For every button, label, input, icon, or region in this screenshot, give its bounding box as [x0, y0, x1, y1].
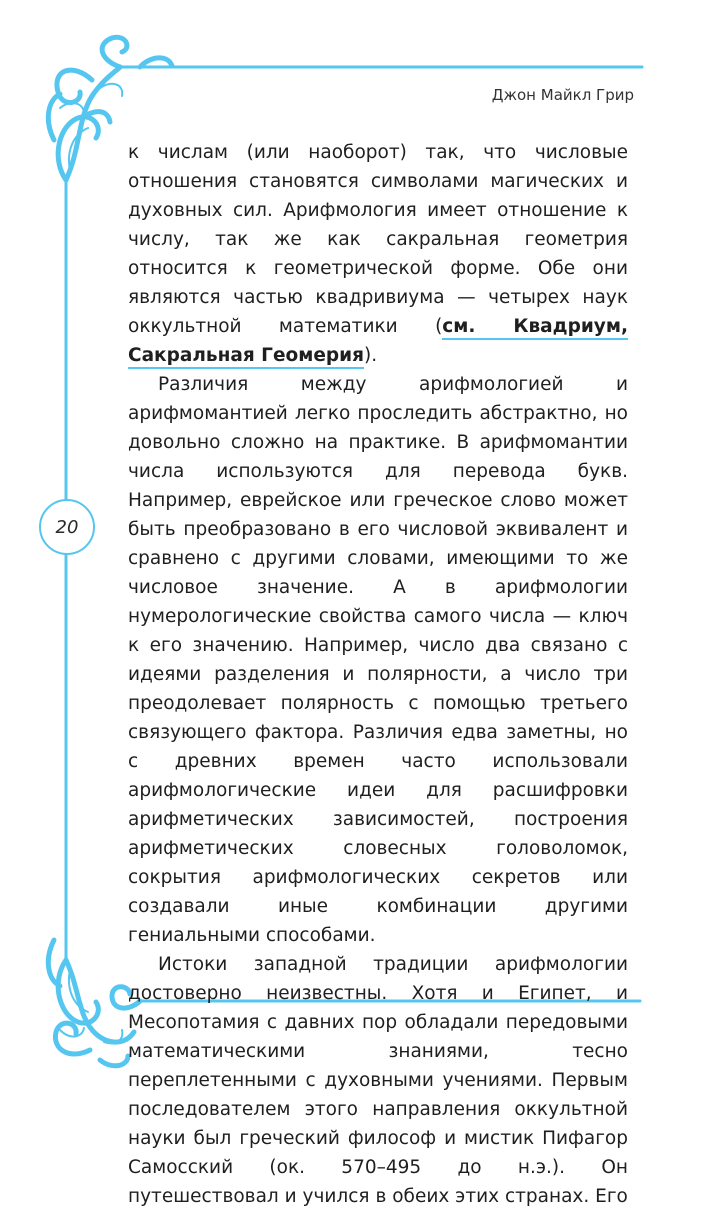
top-left-ornament-fine: [60, 84, 122, 170]
paragraph-1-text: к числам (или наоборот) так, что числовые отношения становятся символами магических и духовных сил. Арифмология имеет отношение к числу, так же как сакральная геометрия относится к геометрической форме. Обе они являются частью квадривиума — четырех наук оккультной математики: [128, 142, 628, 337]
bottom-left-ornament: [48, 940, 140, 1066]
paragraph-2: Различия между арифмологией и арифмомантией легко проследить абстрактно, но довольно сложно на практике. В арифмомантии числа используются для перевода букв. Например, еврейское или греческое слово может быть преобразовано в его числовой эквивалент и сравнено с другими словами, имеющими то же числовое значение. А в арифмологии нумерологические свойства самого числа — ключ к его значению. Например, число два связано с идеями разделения и полярности, а число три преодолевает полярность с помощью третьего связующего фактора. Различия едва заметны, но с древних времен часто использовали арифмологические идеи для расшифровки арифметических зависимостей, построения арифметических словесных головоломок, сокрытия арифмологических секретов или создавали иные комбинации другими гениальными способами.: [128, 374, 628, 946]
crossref-close: ).: [363, 345, 378, 366]
page-number: 20: [55, 516, 79, 538]
page-number-badge: [39, 499, 95, 555]
body-text: [128, 138, 628, 1211]
bottom-left-ornament-fine: [60, 970, 122, 1043]
paragraph-1: [128, 138, 628, 370]
running-head: Джон Майкл Грир: [491, 86, 634, 104]
crossref-link[interactable]: см. Квадриум, Сакральная Геомерия: [128, 316, 628, 369]
paragraph-3: Истоки западной традиции арифмологии достоверно неизвестны. Хотя и Египет, и Месопотамия с давних пор обладали передовыми математическими знаниями, тесно переплетенными с духовными учениями. Первым последователем этого направления оккультной науки был греческий философ и мистик Пифагор Самосский (ок. 570–495 до н.э.). Он путешествовал и учился в обеих этих странах. Его: [128, 954, 628, 1207]
crossref-open: (: [435, 316, 443, 337]
